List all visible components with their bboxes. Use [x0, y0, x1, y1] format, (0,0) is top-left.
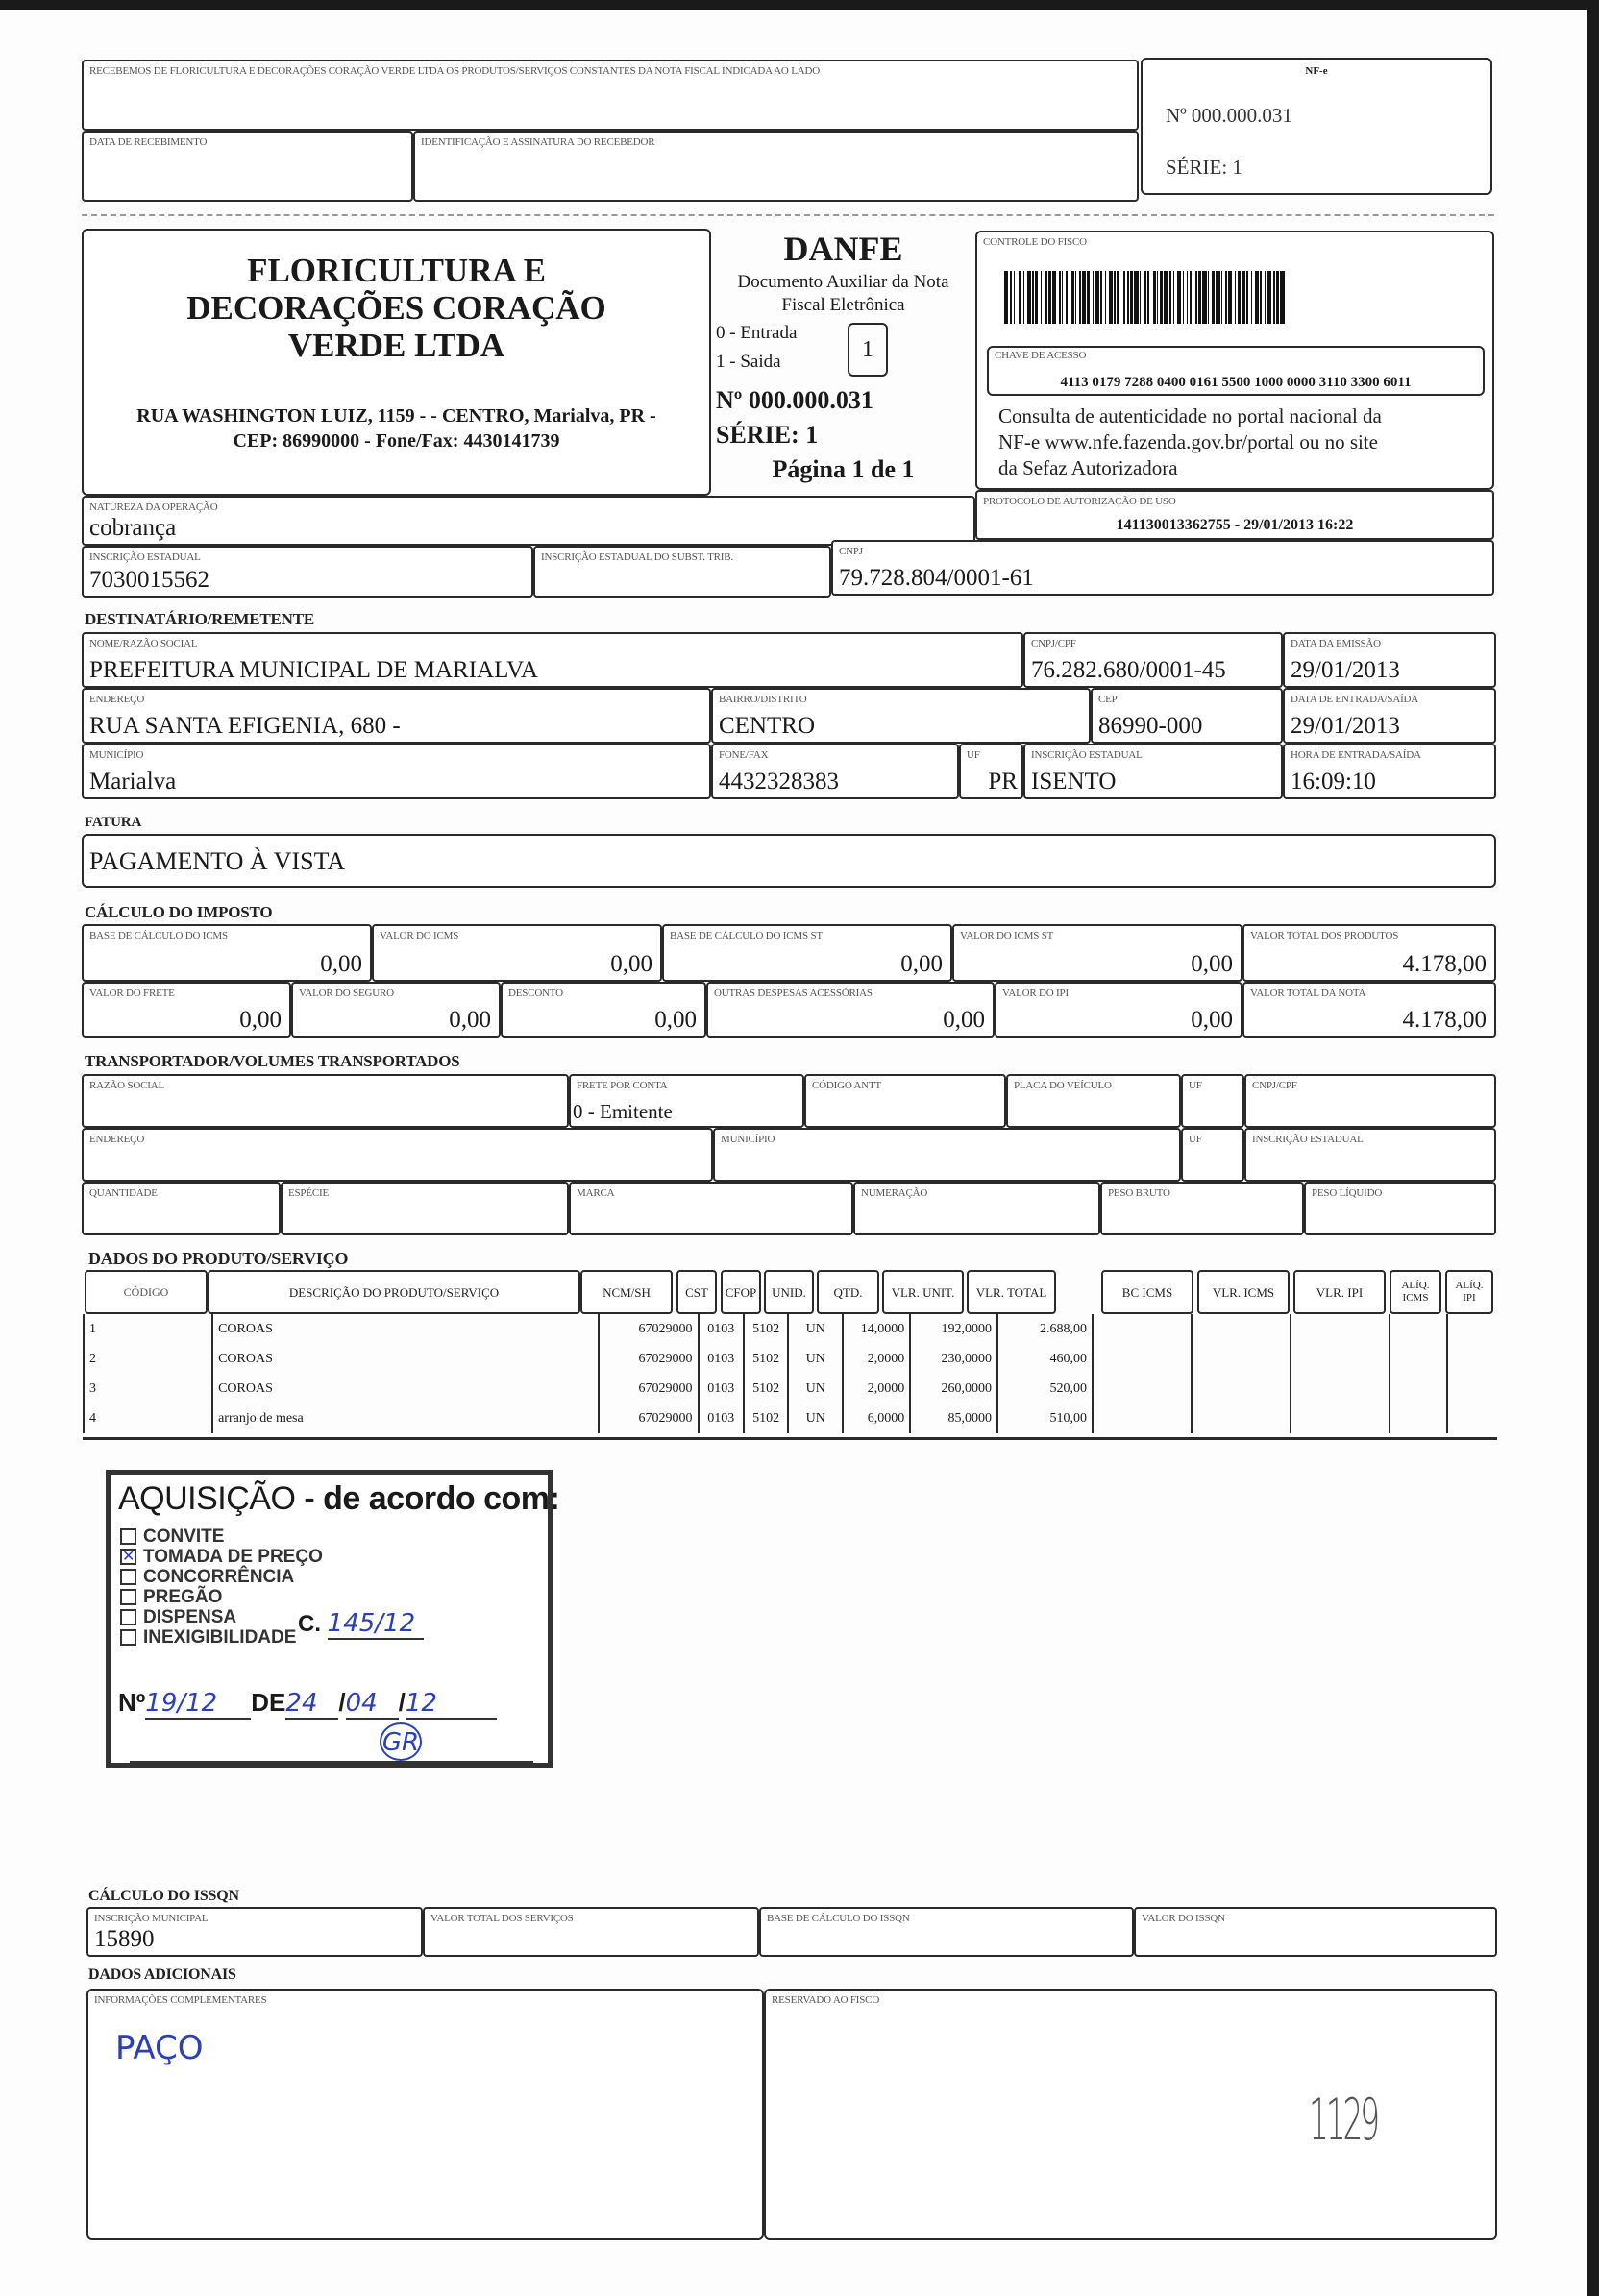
cell-qtd: 6,0000: [843, 1404, 910, 1433]
transp-especie-box: ESPÉCIE: [281, 1182, 569, 1235]
cell-vlr-unit: 260,0000: [910, 1374, 997, 1404]
dest-cnpj-value: 76.282.680/0001-45: [1031, 657, 1226, 683]
danfe-title: DANFE: [783, 230, 903, 268]
dest-cep-box: CEP 86990-000: [1091, 688, 1283, 744]
danfe-box: [711, 221, 975, 495]
fisco-handwritten: 1129: [1309, 2087, 1377, 2154]
imposto-icms-st-box: VALOR DO ICMS ST 0,00: [952, 924, 1242, 982]
cell-descricao: arranjo de mesa: [212, 1404, 599, 1433]
th-qtd: QTD.: [817, 1270, 879, 1314]
dest-bairro-value: CENTRO: [719, 713, 815, 739]
emitente-address: RUA WASHINGTON LUIZ, 1159 - - CENTRO, Marialva, PR - CEP: 86990000 - Fone/Fax: 4430141739: [136, 405, 656, 452]
transp-uf2-box: UF: [1181, 1128, 1244, 1182]
imposto-bc-icms-st-box: BASE DE CÁLCULO DO ICMS ST 0,00: [662, 924, 952, 982]
dest-ie-value: ISENTO: [1031, 769, 1117, 794]
reservado-fisco-box: RESERVADO AO FISCO 1129: [764, 1989, 1497, 2240]
canhoto-signature-box: [413, 131, 1139, 202]
stamp-c-line: C. 145/12: [298, 1609, 424, 1640]
transp-municipio-box: MUNICÍPIO: [713, 1128, 1181, 1182]
ie-st-label: INSCRIÇÃO ESTADUAL DO SUBST. TRIB.: [541, 551, 733, 563]
cell-vlr-total: 2.688,00: [997, 1314, 1093, 1344]
dest-municipio-value: Marialva: [89, 769, 177, 794]
dest-emissao-value: 29/01/2013: [1291, 657, 1400, 683]
natureza-label: NATUREZA DA OPERAÇÃO: [89, 501, 218, 513]
transp-uf-box: UF: [1181, 1074, 1244, 1128]
checkbox-icon[interactable]: [120, 1589, 136, 1605]
stamp-option-5: INEXIGIBILIDADE: [120, 1627, 323, 1648]
stamp-initials: GR: [380, 1722, 422, 1761]
checkbox-icon[interactable]: [120, 1569, 136, 1585]
cell-empty: [1291, 1344, 1390, 1374]
danfe-series: SÉRIE: 1: [716, 421, 819, 449]
cnpj-emitente-box: [831, 540, 1494, 596]
cell-descricao: COROAS: [212, 1314, 599, 1344]
issqn-im-box: INSCRIÇÃO MUNICIPAL 15890: [86, 1907, 423, 1957]
cell-codigo: 2: [84, 1344, 212, 1374]
transp-peso-bruto-box: PESO BRUTO: [1100, 1182, 1304, 1235]
dest-endereco-value: RUA SANTA EFIGENIA, 680 -: [89, 713, 401, 739]
transp-placa-box: PLACA DO VEÍCULO: [1006, 1074, 1181, 1128]
th-descricao: DESCRIÇÃO DO PRODUTO/SERVIÇO: [208, 1270, 580, 1314]
ie-box: [82, 546, 533, 598]
stamp-option-2: CONCORRÊNCIA: [120, 1567, 323, 1587]
cell-empty: [1093, 1374, 1192, 1404]
products-table: [83, 1314, 1497, 1433]
checked-checkbox-icon[interactable]: ✕: [122, 1549, 135, 1565]
cell-empty: [1447, 1314, 1497, 1344]
emitente-box: [82, 229, 711, 496]
cell-unid: UN: [788, 1374, 843, 1404]
issqn-servicos-box: VALOR TOTAL DOS SERVIÇOS: [423, 1907, 759, 1957]
receipt-text: RECEBEMOS DE FLORICULTURA E DECORAÇÕES CORAÇÃO VERDE LTDA OS PRODUTOS/SERVIÇOS CONSTANTES DA NOTA FISCAL INDICADA AO LADO: [89, 65, 820, 77]
protocolo-value: 141130013362755 - 29/01/2013 16:22: [1116, 517, 1354, 533]
imposto-ipi-box: VALOR DO IPI 0,00: [995, 982, 1242, 1038]
nfe-series: SÉRIE: 1: [1166, 156, 1242, 179]
th-codigo: CÓDIGO: [85, 1270, 208, 1314]
stamp-number-line: Nº19/12 DE24 /04 /12: [118, 1688, 497, 1720]
stamp-option-4: DISPENSA: [120, 1607, 323, 1627]
th-unid: UNID.: [764, 1270, 814, 1314]
issqn-base-box: BASE DE CÁLCULO DO ISSQN: [759, 1907, 1134, 1957]
cell-unid: UN: [788, 1344, 843, 1374]
dest-entrada-value: 29/01/2013: [1291, 713, 1400, 739]
th-ncm: NCM/SH: [580, 1270, 673, 1314]
cell-ncm: 67029000: [599, 1344, 698, 1374]
stamp-option-0: CONVITE: [120, 1527, 323, 1547]
consulta-text: Consulta de autenticidade no portal nacional da NF-e www.nfe.fazenda.gov.br/portal ou no site da Sefaz Autorizadora: [998, 404, 1382, 479]
imposto-outras-box: OUTRAS DESPESAS ACESSÓRIAS 0,00: [706, 982, 995, 1038]
chave-acesso-box: [987, 346, 1485, 396]
stamp-c-value: 145/12: [328, 1609, 424, 1640]
transp-endereco-box: ENDEREÇO: [82, 1128, 713, 1182]
operation-type-box: 1: [848, 323, 888, 377]
transp-razao-box: RAZÃO SOCIAL: [82, 1074, 569, 1128]
stamp-title: AQUISIÇÃO - de acordo com:: [118, 1480, 560, 1517]
dest-municipio-box: MUNICÍPIO Marialva: [82, 744, 711, 799]
protocolo-box: [975, 490, 1494, 540]
issqn-section-title: CÁLCULO DO ISSQN: [88, 1888, 239, 1904]
imposto-seguro-box: VALOR DO SEGURO 0,00: [291, 982, 501, 1038]
natureza-value: cobrança: [89, 515, 177, 541]
table-row: [84, 1374, 1497, 1404]
cell-descricao: COROAS: [212, 1374, 599, 1404]
dest-cep-value: 86990-000: [1098, 713, 1203, 739]
stamp-option-3: PREGÃO: [120, 1587, 323, 1607]
dest-emissao-box: DATA DA EMISSÃO 29/01/2013: [1283, 632, 1496, 688]
checkbox-icon[interactable]: [120, 1528, 136, 1545]
imposto-section-title: CÁLCULO DO IMPOSTO: [85, 903, 273, 921]
cell-empty: [1291, 1404, 1390, 1433]
transp-ie-box: INSCRIÇÃO ESTADUAL: [1244, 1128, 1496, 1182]
th-vlr-total: VLR. TOTAL: [967, 1270, 1056, 1314]
issqn-im-value: 15890: [94, 1926, 155, 1952]
th-bc-icms: BC ICMS: [1101, 1270, 1193, 1314]
dest-fone-value: 4432328383: [719, 769, 839, 794]
danfe-number: Nº 000.000.031: [716, 386, 873, 414]
cell-empty: [1291, 1374, 1390, 1404]
nfe-label: NF-e: [1305, 65, 1328, 77]
dest-entrada-box: DATA DE ENTRADA/SAÍDA 29/01/2013: [1283, 688, 1496, 744]
dest-nome-value: PREFEITURA MUNICIPAL DE MARIALVA: [89, 657, 538, 683]
protocolo-label: PROTOCOLO DE AUTORIZAÇÃO DE USO: [983, 496, 1176, 507]
cell-empty: [1093, 1404, 1192, 1433]
transp-numeracao-box: NUMERAÇÃO: [853, 1182, 1100, 1235]
cell-descricao: COROAS: [212, 1344, 599, 1374]
emitente-name: FLORICULTURA E DECORAÇÕES CORAÇÃO VERDE LTDA: [186, 252, 606, 364]
cell-ncm: 67029000: [599, 1404, 698, 1433]
acquisition-stamp: [106, 1470, 560, 1768]
cell-ncm: 67029000: [599, 1314, 698, 1344]
th-aliq-icms: ALÍQ. ICMS: [1390, 1270, 1441, 1314]
cell-empty: [1192, 1344, 1291, 1374]
cell-vlr-unit: 230,0000: [910, 1344, 997, 1374]
cell-cst: 0103: [699, 1374, 744, 1404]
transp-frete-value: 0 - Emitente: [573, 1100, 673, 1123]
fatura-section-title: FATURA: [85, 815, 142, 830]
checkbox-icon[interactable]: [120, 1629, 136, 1646]
imposto-frete-box: VALOR DO FRETE 0,00: [82, 982, 291, 1038]
date-received-label: DATA DE RECEBIMENTO: [89, 136, 208, 148]
th-aliq-ipi: ALÍQ. IPI: [1445, 1270, 1493, 1314]
cell-empty: [1291, 1314, 1390, 1344]
stamp-option-1: ✕ TOMADA DE PREÇO: [122, 1546, 323, 1567]
imposto-icms-box: VALOR DO ICMS 0,00: [372, 924, 662, 982]
destinatario-section-title: DESTINATÁRIO/REMETENTE: [85, 610, 315, 628]
issqn-valor-box: VALOR DO ISSQN: [1134, 1907, 1497, 1957]
controle-fisco-box: [975, 231, 1494, 490]
cell-codigo: 1: [84, 1314, 212, 1344]
fatura-box: [82, 834, 1496, 888]
transp-quantidade-box: QUANTIDADE: [82, 1182, 281, 1235]
adicionais-section-title: DADOS ADICIONAIS: [88, 1966, 236, 1983]
canhoto-receipt-box: [82, 60, 1139, 131]
transp-frete-box: FRETE POR CONTA 0 - Emitente: [569, 1074, 804, 1128]
transp-antt-box: CÓDIGO ANTT: [804, 1074, 1006, 1128]
chave-acesso-label: CHAVE DE ACESSO: [995, 350, 1087, 361]
dest-bairro-box: BAIRRO/DISTRITO CENTRO: [711, 688, 1091, 744]
imposto-total-nota-box: VALOR TOTAL DA NOTA 4.178,00: [1242, 982, 1496, 1038]
cell-vlr-total: 510,00: [997, 1404, 1093, 1433]
info-handwritten: PAÇO: [115, 2029, 204, 2067]
imposto-bc-icms-box: BASE DE CÁLCULO DO ICMS 0,00: [82, 924, 372, 982]
dest-endereco-box: ENDEREÇO RUA SANTA EFIGENIA, 680 -: [82, 688, 711, 744]
products-table-bottom-line: [83, 1437, 1497, 1440]
cell-empty: [1390, 1374, 1447, 1404]
cell-ncm: 67029000: [599, 1374, 698, 1404]
cell-empty: [1390, 1344, 1447, 1374]
th-vlr-icms: VLR. ICMS: [1197, 1270, 1290, 1314]
transp-cnpj-box: CNPJ/CPF: [1244, 1074, 1496, 1128]
dest-uf-box: UF PR: [959, 744, 1023, 799]
entrada-label: 0 - Entrada: [716, 323, 798, 343]
dest-uf-value: PR: [988, 769, 1018, 794]
transp-peso-liquido-box: PESO LÍQUIDO: [1304, 1182, 1496, 1235]
th-cst: CST: [676, 1270, 717, 1314]
cell-empty: [1447, 1374, 1497, 1404]
cnpj-label: CNPJ: [839, 546, 863, 557]
produtos-section-title: DADOS DO PRODUTO/SERVIÇO: [88, 1249, 349, 1268]
cell-cst: 0103: [699, 1314, 744, 1344]
saida-label: 1 - Saida: [716, 352, 781, 372]
dest-hora-value: 16:09:10: [1291, 769, 1376, 794]
cell-vlr-unit: 192,0000: [910, 1314, 997, 1344]
th-vlr-ipi: VLR. IPI: [1293, 1270, 1386, 1314]
cell-vlr-total: 520,00: [997, 1374, 1093, 1404]
canhoto-nfe-box: [1141, 58, 1492, 195]
cell-empty: [1093, 1344, 1192, 1374]
fatura-value: PAGAMENTO À VISTA: [89, 847, 346, 875]
cell-cfop: 5102: [744, 1344, 788, 1374]
cell-qtd: 2,0000: [843, 1344, 910, 1374]
table-row: [84, 1314, 1497, 1344]
stamp-signature-line: [130, 1761, 533, 1763]
info-complementares-box: INFORMAÇÕES COMPLEMENTARES PAÇO: [86, 1989, 764, 2240]
danfe-page: Página 1 de 1: [772, 455, 915, 483]
cell-unid: UN: [788, 1404, 843, 1433]
transp-marca-box: MARCA: [569, 1182, 853, 1235]
canhoto-date-box: [82, 131, 413, 202]
imposto-total-produtos-box: VALOR TOTAL DOS PRODUTOS 4.178,00: [1242, 924, 1496, 982]
dest-nome-box: NOME/RAZÃO SOCIAL PREFEITURA MUNICIPAL DE MARIALVA: [82, 632, 1023, 688]
signature-label: IDENTIFICAÇÃO E ASSINATURA DO RECEBEDOR: [421, 136, 655, 148]
transportador-section-title: TRANSPORTADOR/VOLUMES TRANSPORTADOS: [85, 1052, 460, 1070]
cell-vlr-unit: 85,0000: [910, 1404, 997, 1433]
cell-empty: [1447, 1404, 1497, 1433]
cell-empty: [1192, 1374, 1291, 1404]
stamp-options: [120, 1527, 323, 1648]
cell-empty: [1390, 1404, 1447, 1433]
dest-hora-box: HORA DE ENTRADA/SAÍDA 16:09:10: [1283, 744, 1496, 799]
danfe-subtitle: Documento Auxiliar da Nota Fiscal Eletrônica: [737, 272, 949, 315]
ie-value: 7030015562: [89, 567, 209, 593]
cell-cst: 0103: [699, 1404, 744, 1433]
imposto-desconto-box: DESCONTO 0,00: [501, 982, 706, 1038]
cell-qtd: 14,0000: [843, 1314, 910, 1344]
th-cfop: CFOP: [721, 1270, 761, 1314]
cell-cfop: 5102: [744, 1314, 788, 1344]
controle-fisco-label: CONTROLE DO FISCO: [983, 236, 1087, 248]
cell-empty: [1093, 1314, 1192, 1344]
table-row: [84, 1344, 1497, 1374]
cell-empty: [1447, 1344, 1497, 1374]
danfe-page: [0, 10, 1587, 2296]
cut-line: [82, 214, 1494, 216]
th-vlr-unit: VLR. UNIT.: [882, 1270, 964, 1314]
nfe-number: Nº 000.000.031: [1166, 104, 1292, 127]
cell-qtd: 2,0000: [843, 1374, 910, 1404]
stamp-num-value: 19/12: [145, 1689, 251, 1720]
natureza-operacao-box: [82, 496, 975, 546]
checkbox-icon[interactable]: [120, 1609, 136, 1625]
cell-codigo: 3: [84, 1374, 212, 1404]
cell-empty: [1192, 1314, 1291, 1344]
cell-cfop: 5102: [744, 1404, 788, 1433]
cell-empty: [1390, 1314, 1447, 1344]
chave-acesso-value[interactable]: 4113 0179 7288 0400 0161 5500 1000 0000 3110 3300 6011: [1060, 375, 1412, 390]
dest-cnpj-box: CNPJ/CPF 76.282.680/0001-45: [1023, 632, 1283, 688]
ie-st-box: [533, 546, 831, 598]
cnpj-value: 79.728.804/0001-61: [839, 565, 1034, 591]
dest-fone-box: FONE/FAX 4432328383: [711, 744, 959, 799]
cell-vlr-total: 460,00: [997, 1344, 1093, 1374]
cell-empty: [1192, 1404, 1291, 1433]
dest-ie-box: INSCRIÇÃO ESTADUAL ISENTO: [1023, 744, 1283, 799]
cell-cst: 0103: [699, 1344, 744, 1374]
cell-codigo: 4: [84, 1404, 212, 1433]
barcode-icon: [1004, 271, 1475, 324]
ie-label: INSCRIÇÃO ESTADUAL: [89, 551, 201, 563]
table-row: [84, 1404, 1497, 1433]
cell-unid: UN: [788, 1314, 843, 1344]
cell-cfop: 5102: [744, 1374, 788, 1404]
